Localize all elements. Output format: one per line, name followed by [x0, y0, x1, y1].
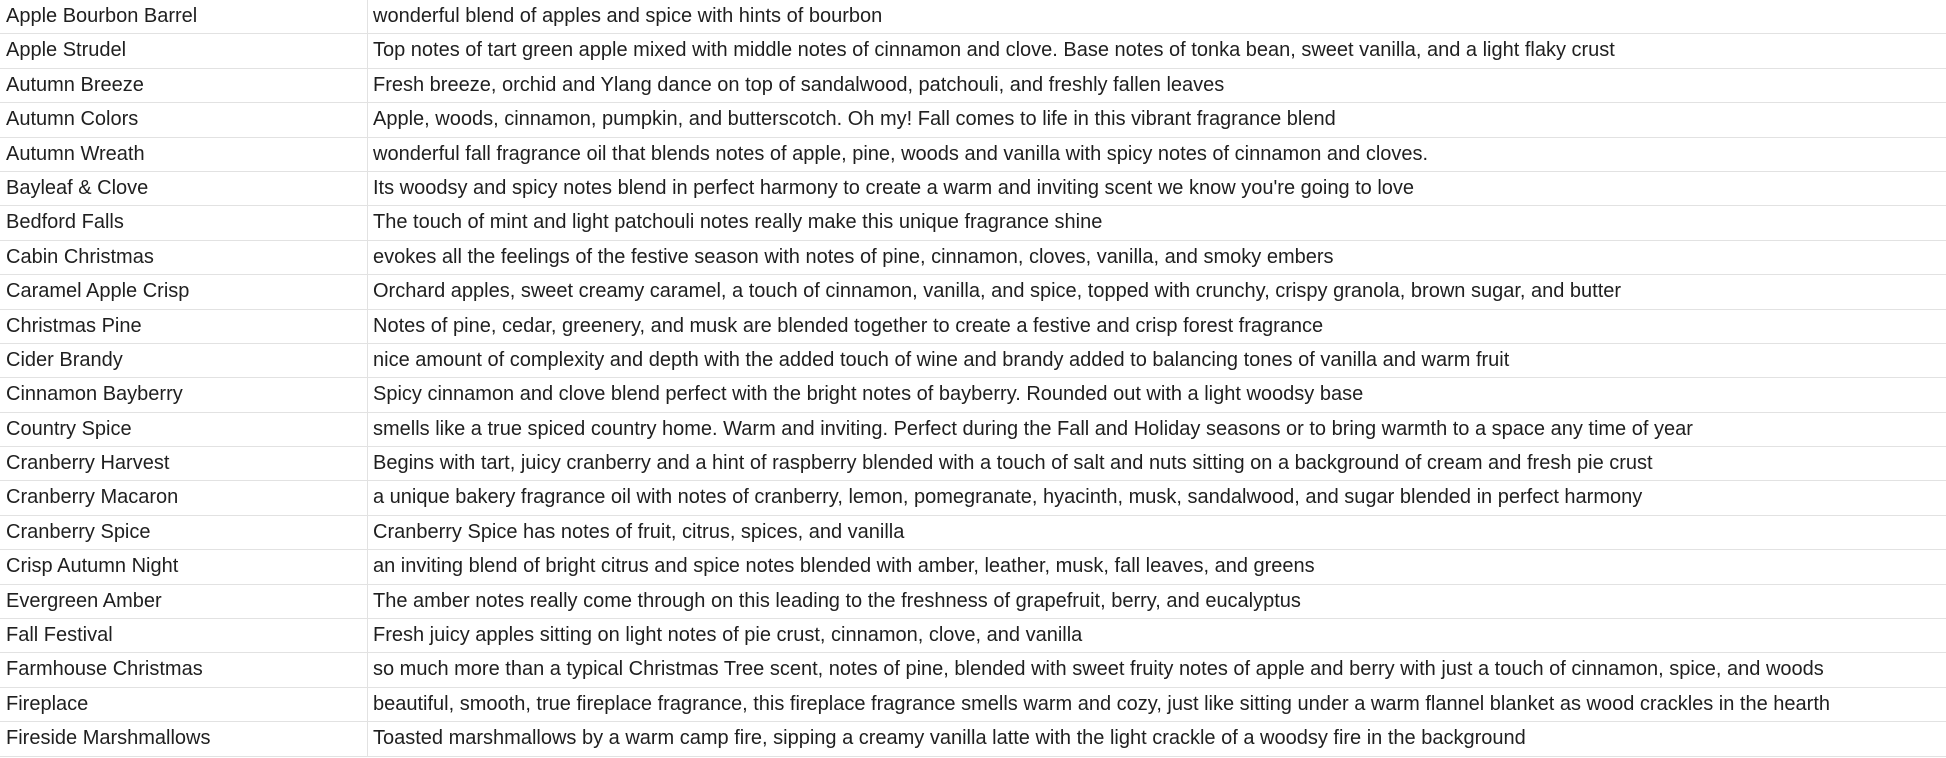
table-row — [0, 103, 1946, 137]
table-row — [0, 619, 1946, 653]
description-cell[interactable]: Fresh breeze, orchid and Ylang dance on top of sandalwood, patchouli, and freshly fallen leaves — [373, 73, 1225, 96]
name-cell[interactable]: Cranberry Spice — [0, 516, 368, 549]
description-cell[interactable]: Apple, woods, cinnamon, pumpkin, and butterscotch. Oh my! Fall comes to life in this vibrant fragrance blend — [373, 108, 1336, 131]
table-row — [0, 653, 1946, 687]
table-row — [0, 447, 1946, 481]
name-cell[interactable]: Apple Bourbon Barrel — [0, 0, 368, 33]
table-row — [0, 241, 1946, 275]
name-cell[interactable]: Autumn Colors — [0, 103, 368, 136]
table-row — [0, 275, 1946, 309]
name-cell[interactable]: Evergreen Amber — [0, 585, 368, 618]
description-cell[interactable]: Spicy cinnamon and clove blend perfect with the bright notes of bayberry. Rounded out with a light woodsy base — [373, 383, 1364, 406]
table-row — [0, 344, 1946, 378]
name-cell[interactable]: Autumn Breeze — [0, 69, 368, 102]
table-row — [0, 138, 1946, 172]
description-cell[interactable]: evokes all the feelings of the festive season with notes of pine, cinnamon, cloves, vanilla, and smoky embers — [373, 245, 1334, 268]
table-row — [0, 34, 1946, 68]
name-cell[interactable]: Bayleaf & Clove — [0, 172, 368, 205]
table-row — [0, 585, 1946, 619]
table-row — [0, 378, 1946, 412]
description-cell[interactable]: wonderful blend of apples and spice with hints of bourbon — [373, 5, 883, 27]
name-cell[interactable]: Bedford Falls — [0, 206, 368, 239]
name-cell[interactable]: Fall Festival — [0, 619, 368, 652]
description-cell[interactable]: wonderful fall fragrance oil that blends notes of apple, pine, woods and vanilla with spicy notes of cinnamon and cloves. — [373, 142, 1429, 165]
description-cell[interactable]: Toasted marshmallows by a warm camp fire, sipping a creamy vanilla latte with the light crackle of a woodsy fire in the background — [373, 727, 1526, 750]
description-cell[interactable]: so much more than a typical Christmas Tree scent, notes of pine, blended with sweet fruity notes of apple and berry with just a touch of cinnamon, spice, and woods — [373, 658, 1824, 681]
description-cell[interactable]: Notes of pine, cedar, greenery, and musk are blended together to create a festive and crisp forest fragrance — [373, 314, 1324, 337]
description-cell[interactable]: Top notes of tart green apple mixed with middle notes of cinnamon and clove. Base notes of tonka bean, sweet vanilla, and a light flaky crust — [373, 39, 1615, 62]
description-cell[interactable]: beautiful, smooth, true fireplace fragrance, this fireplace fragrance smells warm and cozy, just like sitting under a warm flannel blanket as wood crackles in the hearth — [373, 692, 1831, 715]
name-cell[interactable]: Cranberry Macaron — [0, 481, 368, 514]
name-cell[interactable]: Cabin Christmas — [0, 241, 368, 274]
description-cell[interactable]: Begins with tart, juicy cranberry and a hint of raspberry blended with a touch of salt and nuts sitting on a background of cream and fresh pie crust — [373, 452, 1653, 475]
table-row — [0, 310, 1946, 344]
name-cell[interactable]: Apple Strudel — [0, 34, 368, 67]
description-cell[interactable]: Its woodsy and spicy notes blend in perfect harmony to create a warm and inviting scent we know you're going to love — [373, 176, 1415, 199]
description-cell[interactable]: The amber notes really come through on this leading to the freshness of grapefruit, berry, and eucalyptus — [373, 589, 1301, 612]
table-row — [0, 172, 1946, 206]
name-cell[interactable]: Cranberry Harvest — [0, 447, 368, 480]
description-cell[interactable]: Cranberry Spice has notes of fruit, citrus, spices, and vanilla — [373, 520, 905, 543]
table-row — [0, 413, 1946, 447]
description-cell[interactable]: a unique bakery fragrance oil with notes of cranberry, lemon, pomegranate, hyacinth, musk, sandalwood, and sugar blended in perfect harmony — [373, 486, 1643, 509]
table-row — [0, 69, 1946, 103]
description-cell[interactable]: Orchard apples, sweet creamy caramel, a touch of cinnamon, vanilla, and spice, topped with crunchy, crispy granola, brown sugar, and butter — [373, 280, 1622, 303]
description-cell[interactable]: smells like a true spiced country home. Warm and inviting. Perfect during the Fall and Holiday seasons or to bring warmth to a space any time of year — [373, 417, 1693, 440]
table-row — [0, 0, 1946, 34]
table-row — [0, 516, 1946, 550]
description-cell[interactable]: nice amount of complexity and depth with the added touch of wine and brandy added to balancing tones of vanilla and warm fruit — [373, 348, 1510, 371]
name-cell[interactable]: Crisp Autumn Night — [0, 550, 368, 583]
table-row — [0, 722, 1946, 756]
description-cell[interactable]: The touch of mint and light patchouli notes really make this unique fragrance shine — [373, 211, 1103, 234]
name-cell[interactable]: Autumn Wreath — [0, 138, 368, 171]
name-cell[interactable]: Cinnamon Bayberry — [0, 378, 368, 411]
name-cell[interactable]: Country Spice — [0, 413, 368, 446]
name-cell[interactable]: Christmas Pine — [0, 310, 368, 343]
name-cell[interactable]: Fireside Marshmallows — [0, 722, 368, 755]
table-row — [0, 550, 1946, 584]
name-cell[interactable]: Farmhouse Christmas — [0, 653, 368, 686]
name-cell[interactable]: Cider Brandy — [0, 344, 368, 377]
description-cell[interactable]: Fresh juicy apples sitting on light notes of pie crust, cinnamon, clove, and vanilla — [373, 624, 1083, 647]
table-row — [0, 206, 1946, 240]
name-cell[interactable]: Fireplace — [0, 688, 368, 721]
table-row — [0, 481, 1946, 515]
name-cell[interactable]: Caramel Apple Crisp — [0, 275, 368, 308]
table-row — [0, 688, 1946, 722]
description-cell[interactable]: an inviting blend of bright citrus and spice notes blended with amber, leather, musk, fall leaves, and greens — [373, 555, 1315, 578]
